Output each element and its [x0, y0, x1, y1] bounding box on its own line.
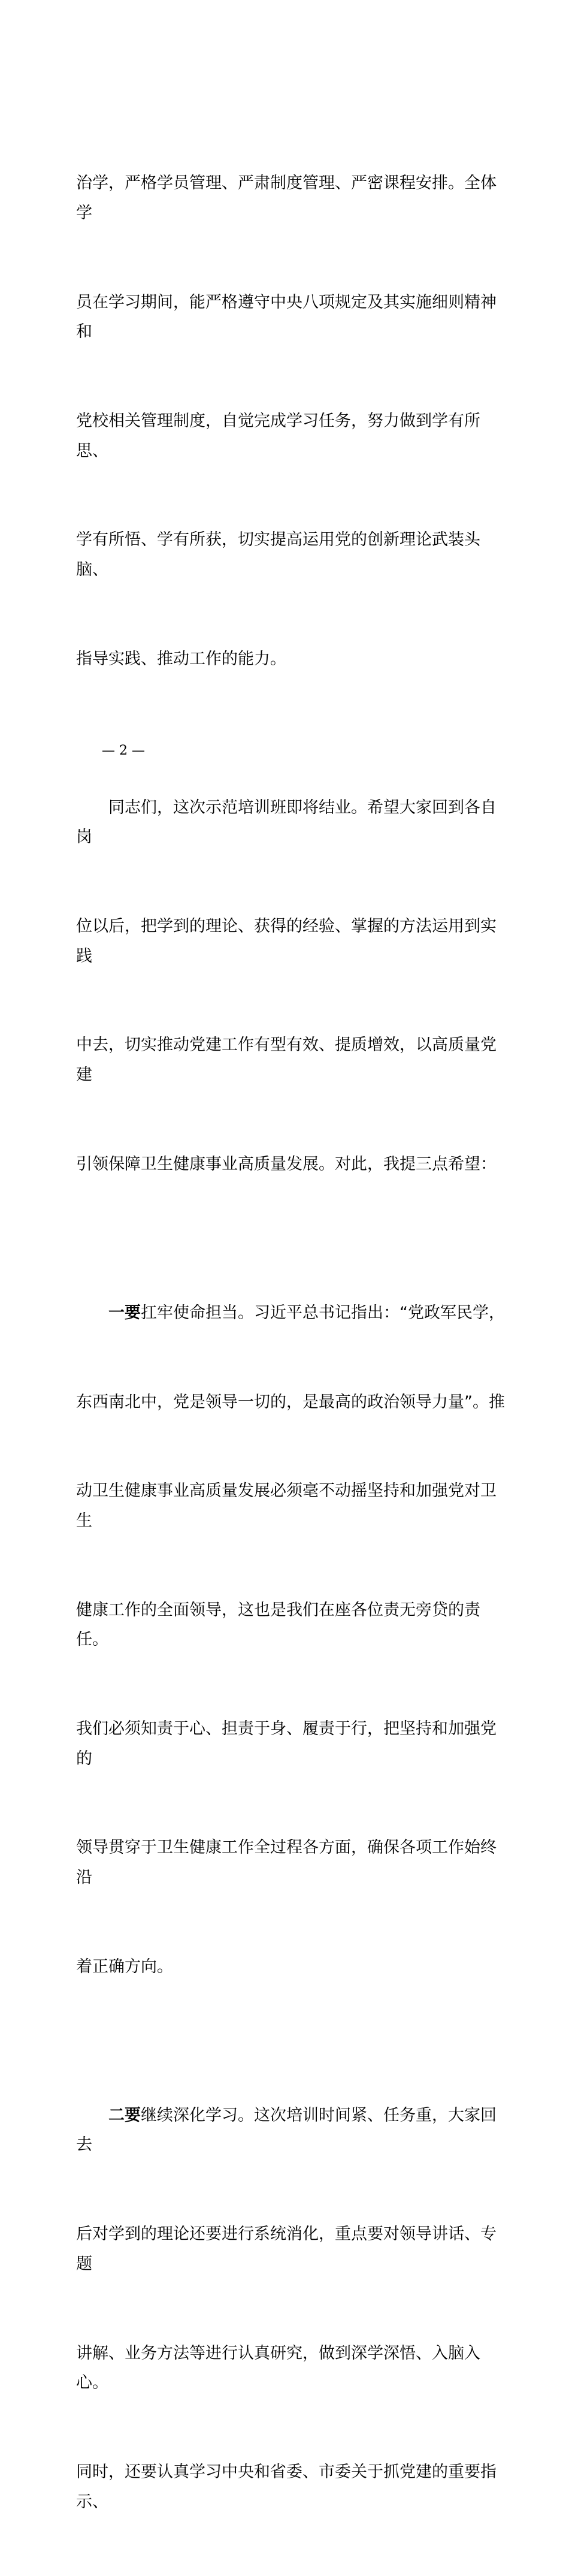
text-line: 引领保障卫生健康事业高质量发展。对此，我提三点希望： [76, 1154, 497, 1174]
paragraph-2 [76, 733, 507, 1238]
text-line: 同时，还要认真学习中央和省委、市委关于抓党建的重要指示、 [76, 2462, 497, 2511]
paragraph-4 [76, 2041, 507, 2576]
text-line: 员在学习期间，能严格遵守中央八项规定及其实施细则精神和 [76, 292, 497, 342]
paragraph-lead: 一要 [108, 1303, 141, 1322]
text-line: 中去，切实推动党建工作有型有效、提质增效，以高质量党建 [76, 1036, 497, 1084]
paragraph-lead: 二要 [108, 2106, 141, 2125]
text-line: 治学，严格学员管理、严肃制度管理、严密课程安排。全体学 [76, 174, 497, 222]
text-line: 后对学到的理论还要进行系统消化，重点要对领导讲话、专题 [76, 2225, 497, 2273]
text-run: 继续深化学习。这次培训时间紧、任务重，大家回去 [76, 2106, 497, 2155]
text-line: 讲解、业务方法等进行认真研究，做到深学深悟、入脑入心。 [76, 2343, 480, 2393]
text-line [76, 2101, 507, 2160]
text-line: 东西南北中，党是领导一切的，是最高的政治领导力量”。推 [76, 1392, 505, 1411]
body-text [76, 109, 507, 2576]
text-line: 学有所悟、学有所获，切实提高运用党的创新理论武装头脑、 [76, 530, 480, 579]
text-line: 着正确方向。 [76, 1957, 173, 1976]
page-number: — 2 — [102, 743, 145, 758]
text-line: 位以后，把学到的理论、获得的经验、掌握的方法运用到实践 [76, 917, 497, 966]
text-line: 领导贯穿于卫生健康工作全过程各方面，确保各项工作始终沿 [76, 1838, 497, 1887]
paragraph-3 [76, 1239, 507, 2041]
paragraph-1 [76, 109, 507, 733]
text-line: 健康工作的全面领导，这也是我们在座各位责无旁贷的责任。 [76, 1600, 480, 1649]
text-line: 同志们，这次示范培训班即将结业。希望大家回到各自岗 [76, 798, 497, 847]
text-line [76, 1298, 507, 1328]
text-line: 动卫生健康事业高质量发展必须毫不动摇坚持和加强党对卫生 [76, 1482, 497, 1530]
text-run: 扛牢使命担当。习近平总书记指出：“党政军民学， [141, 1303, 505, 1322]
text-line: 我们必须知责于心、担责于身、履责于行，把坚持和加强党的 [76, 1720, 497, 1768]
text-line: 指导实践、推动工作的能力。 [76, 649, 286, 668]
text-line: 党校相关管理制度，自觉完成学习任务，努力做到学有所思、 [76, 411, 480, 460]
